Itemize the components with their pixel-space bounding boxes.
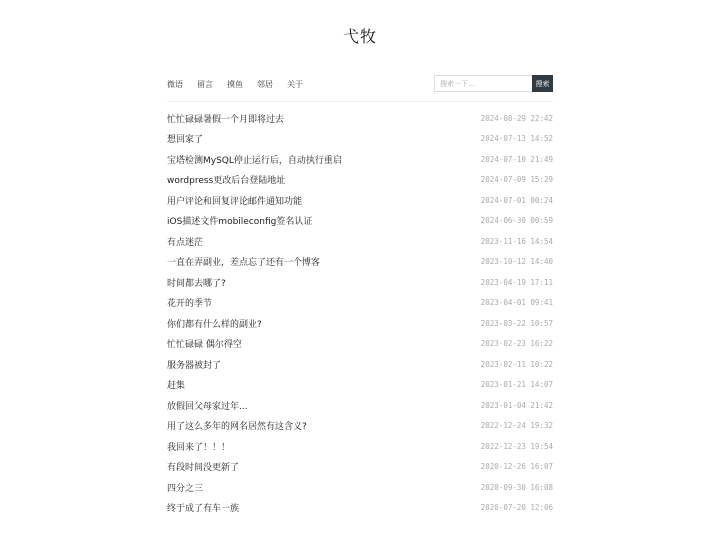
nav-item-moyu[interactable]: 摸鱼 [227,80,243,89]
post-title-link[interactable]: 四分之三 [167,483,204,494]
post-item [167,354,553,375]
post-date: 2023-01-21 14:07 [480,380,553,390]
site-title[interactable]: 弋牧 [342,27,377,46]
post-title-link[interactable]: 用户评论和回复评论邮件通知功能 [167,196,303,207]
post-date: 2022-12-24 19:32 [480,421,553,431]
post-title-link[interactable]: 放假回父母家过年... [167,401,248,412]
nav-item-guanyu[interactable]: 关于 [287,80,303,89]
post-date: 2024-07-13 14:52 [480,134,553,144]
post-item [167,190,553,211]
post-title-link[interactable]: 忙忙碌碌 偶尔得空 [167,340,242,351]
search-button[interactable]: 搜索 [532,75,553,92]
nav-bar [167,75,553,93]
post-date: 2023-11-16 14:54 [480,236,553,246]
search-form [434,75,553,92]
post-item [167,293,553,314]
post-item [167,149,553,170]
post-title-link[interactable]: 时间都去哪了? [167,278,226,289]
post-title-link[interactable]: 花开的季节 [167,299,213,310]
post-title-link[interactable]: 服务器被封了 [167,360,222,371]
post-item [167,129,553,150]
post-title-link[interactable]: 想回家了 [167,135,204,146]
post-date: 2023-04-01 09:41 [480,298,553,308]
post-title-link[interactable]: 忙忙碌碌暑假一个月即将过去 [167,114,285,125]
post-date: 2023-01-04 21:42 [480,400,553,410]
post-date: 2020-07-20 12:06 [480,503,553,513]
post-title-link[interactable]: 用了这么多年的网名居然有这含义? [167,422,307,433]
post-item [167,436,553,457]
post-date: 2024-08-29 22:42 [480,113,553,123]
post-title-link[interactable]: wordpress更改后台登陆地址 [167,176,286,187]
post-title-link[interactable]: 终于成了有车一族 [167,504,240,515]
post-title-link[interactable]: 你们都有什么样的副业? [167,319,262,330]
post-date: 2023-03-22 10:57 [480,318,553,328]
post-item [167,477,553,498]
header-divider [167,101,553,102]
nav-item-linju[interactable]: 邻居 [257,80,273,89]
post-item [167,395,553,416]
post-list [167,108,553,518]
nav-item-liuyan[interactable]: 留言 [197,80,213,89]
nav-menu [167,79,303,90]
nav-item-weiyu[interactable]: 微语 [167,80,183,89]
post-item [167,108,553,129]
post-date: 2023-02-11 10:22 [480,359,553,369]
post-item [167,313,553,334]
post-date: 2024-06-30 00:59 [480,216,553,226]
post-title-link[interactable]: 有点迷茫 [167,237,204,248]
post-item [167,231,553,252]
post-date: 2020-12-26 16:07 [480,462,553,472]
post-date: 2024-07-10 21:49 [480,154,553,164]
post-date: 2020-09-30 16:08 [480,482,553,492]
post-item [167,457,553,478]
post-item [167,416,553,437]
post-item [167,498,553,519]
post-title-link[interactable]: iOS描述文件mobileconfig签名认证 [167,217,313,228]
post-date: 2024-07-01 00:24 [480,195,553,205]
post-item [167,272,553,293]
post-item [167,334,553,355]
post-date: 2024-07-09 15:29 [480,175,553,185]
post-date: 2022-12-23 19:54 [480,441,553,451]
post-title-link[interactable]: 宝塔检测MySQL停止运行后，自动执行重启 [167,155,342,166]
search-input[interactable] [434,75,532,92]
post-item [167,252,553,273]
post-title-link[interactable]: 一直在弄副业，差点忘了还有一个博客 [167,258,321,269]
post-title-link[interactable]: 赶集 [167,381,186,392]
post-date: 2023-02-23 16:22 [480,339,553,349]
post-title-link[interactable]: 我回来了！！！ [167,442,231,453]
post-date: 2023-10-12 14:40 [480,257,553,267]
post-title-link[interactable]: 有段时间没更新了 [167,463,240,474]
post-item [167,375,553,396]
post-date: 2023-04-19 17:11 [480,277,553,287]
post-item [167,170,553,191]
post-item [167,211,553,232]
